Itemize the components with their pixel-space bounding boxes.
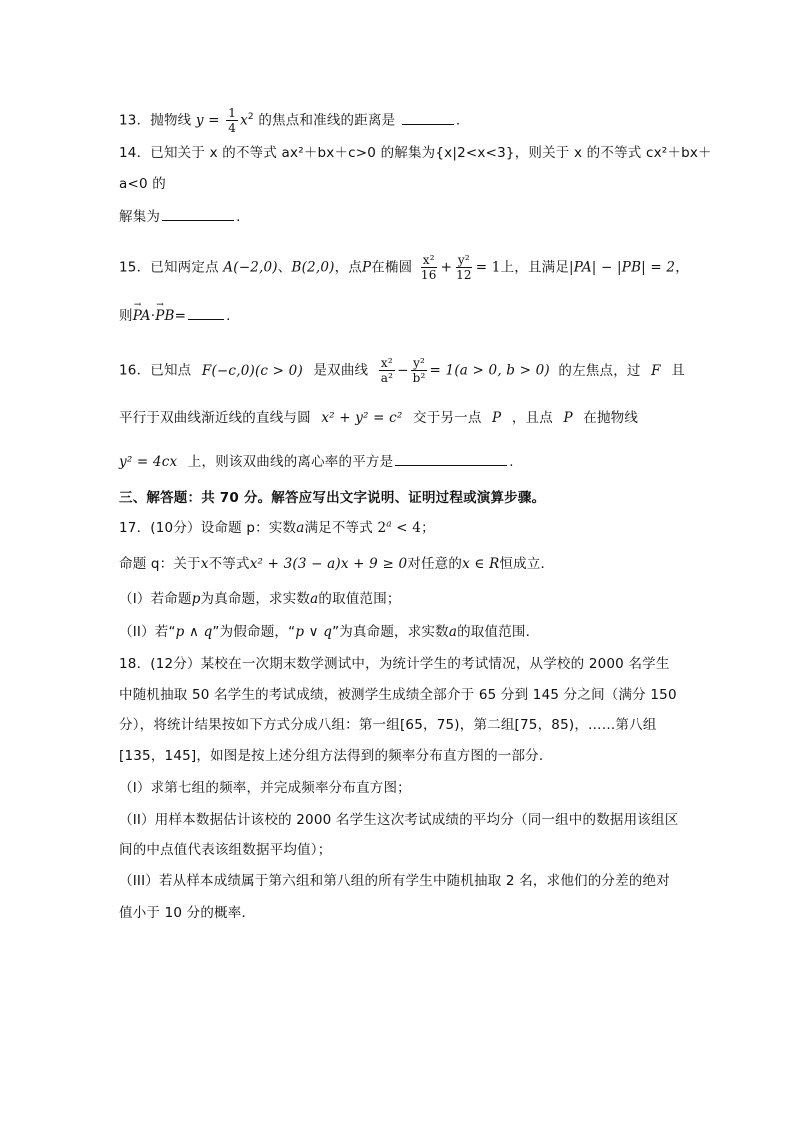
q16-f1-den: a² <box>380 371 394 385</box>
question-18-line2: 中随机抽取 50 名学生的考试成绩，被测学生成绩全部介于 65 分到 145 分之间（满分 150 <box>119 687 677 703</box>
q17-x: x <box>200 556 209 572</box>
q15-p: P <box>361 259 372 276</box>
q17-ineq-base: 2 <box>377 520 387 536</box>
q16-minus: − <box>397 362 409 379</box>
q15-frac-y <box>454 253 474 282</box>
question-18-line1: 18．(12分）某校在一次期末数学测试中，为统计学生的考试情况，从学校的 2000 名学生 <box>119 656 670 672</box>
q15-then: 则 <box>119 308 133 324</box>
q16-line2-b: 交于另一点 <box>413 410 482 426</box>
q17-line1-mid: 满足不等式 <box>304 520 373 536</box>
q13-sup: 2 <box>247 112 254 122</box>
q16-point-f: F(−c,0)(c > 0) <box>201 362 303 379</box>
q15-point-b: B(2,0) <box>291 259 335 276</box>
q15-eq1: = 1 <box>475 259 501 276</box>
q16-eq-cond: = 1(a > 0, b > 0) <box>429 362 550 379</box>
q15-eqsign: = <box>174 308 187 324</box>
q15-frac-x <box>419 253 439 282</box>
question-18-part2-line2: 间的中点值代表该组数据平均值）； <box>119 842 332 858</box>
q13-fraction <box>226 106 238 135</box>
question-17-line1 <box>119 518 435 538</box>
q17-part1-end: 的取值范围； <box>318 591 401 607</box>
question-17-line2 <box>119 554 554 574</box>
q17-ineq-sup: a <box>386 519 392 530</box>
q13-end: . <box>455 112 461 129</box>
q16-p2: P <box>563 410 573 426</box>
q16-line3: 上，则该双曲线的离心率的平方是 <box>187 454 394 470</box>
question-17-part1 <box>119 589 401 609</box>
q16-f: F <box>651 362 661 379</box>
q15-label: 15．已知两定点 <box>119 259 219 276</box>
q15-abs-expr: |PA| − |PB| = 2 <box>569 259 676 276</box>
q15-comma: ， <box>675 259 689 276</box>
q13-answer-blank[interactable] <box>402 110 454 125</box>
q15-point-a: A(−2,0) <box>223 259 278 276</box>
q17-part1-mid: 为真命题，求实数 <box>200 591 311 607</box>
q15-vector-pa: → PA <box>133 306 151 326</box>
section-3-heading: 三、解答题：共 70 分。解答应写出文字说明、证明过程或演算步骤。 <box>119 490 546 506</box>
q17-a2: a <box>310 591 319 607</box>
q16-line2-a: 平行于双曲线渐近线的直线与圆 <box>119 410 311 426</box>
question-18-line3: 分），将统计结果按如下方式分成八组：第一组[65，75)，第二组[75，85)，……第八组 <box>119 717 657 733</box>
q15-f1-num: x² <box>422 253 435 267</box>
q17-part2-end: 的取值范围. <box>457 624 531 640</box>
q15-cond: 上，且满足 <box>500 259 570 276</box>
q16-p: P <box>492 410 502 426</box>
question-18-part3-line2: 值小于 10 分的概率． <box>119 905 256 921</box>
q17-p-and-q: p ∧ q <box>175 624 213 640</box>
q15-vector-pb: → PB <box>155 306 174 326</box>
q17-p: p <box>191 591 201 607</box>
q15-answer-blank[interactable] <box>188 305 224 320</box>
question-16-line3 <box>119 451 514 472</box>
q16-frac-x <box>379 356 395 385</box>
q14-answer-blank[interactable] <box>162 206 234 221</box>
q13-y-eq: y = <box>195 112 220 129</box>
question-18-part1: （I）求第七组的频率，并完成频率分布直方图； <box>119 780 411 796</box>
q16-f1-num: x² <box>380 356 393 370</box>
q15-plus: + <box>440 259 453 276</box>
q17-line2-tail: 对任意的 <box>407 556 463 572</box>
q17-poly: x² + 3(3 − a)x + 9 ≥ 0 <box>249 556 408 572</box>
q13-frac-den: 4 <box>228 121 237 135</box>
q15-mid: ，点 <box>334 259 362 276</box>
q15-ellipse-text: 在椭圆 <box>371 259 413 276</box>
q17-line2-mid: 不等式 <box>208 556 250 572</box>
question-14-line3 <box>119 206 241 227</box>
question-18-part2-line1: （II）用样本数据估计该校的 2000 名学生这次考试成绩的平均分（同一组中的数据用该组区 <box>119 812 679 828</box>
q17-part2-mid2: ”为真命题，求实数 <box>332 624 449 640</box>
question-15-line2 <box>119 305 231 326</box>
q15-f2-den: 12 <box>456 268 472 282</box>
q16-circle: x² + y² = c² <box>321 410 403 426</box>
q15-f2-num: y² <box>457 253 470 267</box>
q17-p-or-q: p ∨ q <box>295 624 333 640</box>
q16-frac-y <box>411 356 428 385</box>
q17-part2-mid: ”为假命题，“ <box>212 624 296 640</box>
q15-sep: 、 <box>277 259 292 276</box>
q16-label: 16．已知点 <box>119 362 192 379</box>
q17-part2-pre: （II）若“ <box>119 624 176 640</box>
question-18-line4: [135，145]，如图是按上述分组方法得到的频率分布直方图的一部分． <box>119 748 553 764</box>
q16-line2-d: 在抛物线 <box>583 410 639 426</box>
q17-label: 17．(10分）设命题 p：实数 <box>119 520 297 536</box>
q15-dot: · <box>150 308 156 324</box>
q14-answer-label: 解集为 <box>119 209 161 225</box>
q16-parabola: y² = 4cx <box>119 454 178 470</box>
q17-ineq-tail: < 4 <box>391 520 422 536</box>
q16-end: . <box>509 454 514 470</box>
q16-tail1: 的左焦点，过 <box>558 362 641 379</box>
q16-f2-num: y² <box>413 356 426 370</box>
question-14-line2: a<0 的 <box>119 176 166 192</box>
q13-x: x <box>240 112 248 129</box>
q13-text: 的焦点和准线的距离是 <box>258 112 396 129</box>
q13-label: 13．抛物线 <box>119 112 192 129</box>
question-15-line1 <box>119 253 689 282</box>
question-16-line1 <box>119 356 685 385</box>
q15-f1-den: 16 <box>420 268 437 282</box>
question-14-line1: 14．已知关于 x 的不等式 ax²＋bx＋c>0 的解集为{x|2<x<3}，则关于 x 的不等式 cx²＋bx＋ <box>119 145 712 161</box>
q17-line1-end: ； <box>421 520 435 536</box>
q17-part1-pre: （I）若命题 <box>119 591 192 607</box>
q13-frac-num: 1 <box>228 106 237 120</box>
q15-end: . <box>226 308 231 324</box>
question-16-line2 <box>119 408 638 428</box>
q16-f2-den: b² <box>412 371 426 385</box>
question-17-part2 <box>119 622 530 642</box>
q16-tail2: 且 <box>671 362 685 379</box>
q17-in-r: x ∈ R <box>462 556 500 572</box>
q16-hyper-text: 是双曲线 <box>313 362 369 379</box>
q17-a3: a <box>448 624 458 640</box>
q17-line2-pre: 命题 q：关于 <box>119 556 201 572</box>
q14-end: . <box>236 209 241 225</box>
q17-line2-end: 恒成立． <box>499 556 555 572</box>
question-18-part3-line1: （III）若从样本成绩属于第六组和第八组的所有学生中随机抽取 2 名，求他们的分差的绝对 <box>119 873 670 889</box>
q16-line2-c: ，且点 <box>511 410 553 426</box>
q17-a: a <box>296 520 305 536</box>
question-13 <box>119 106 460 135</box>
q16-answer-blank[interactable] <box>395 451 507 466</box>
